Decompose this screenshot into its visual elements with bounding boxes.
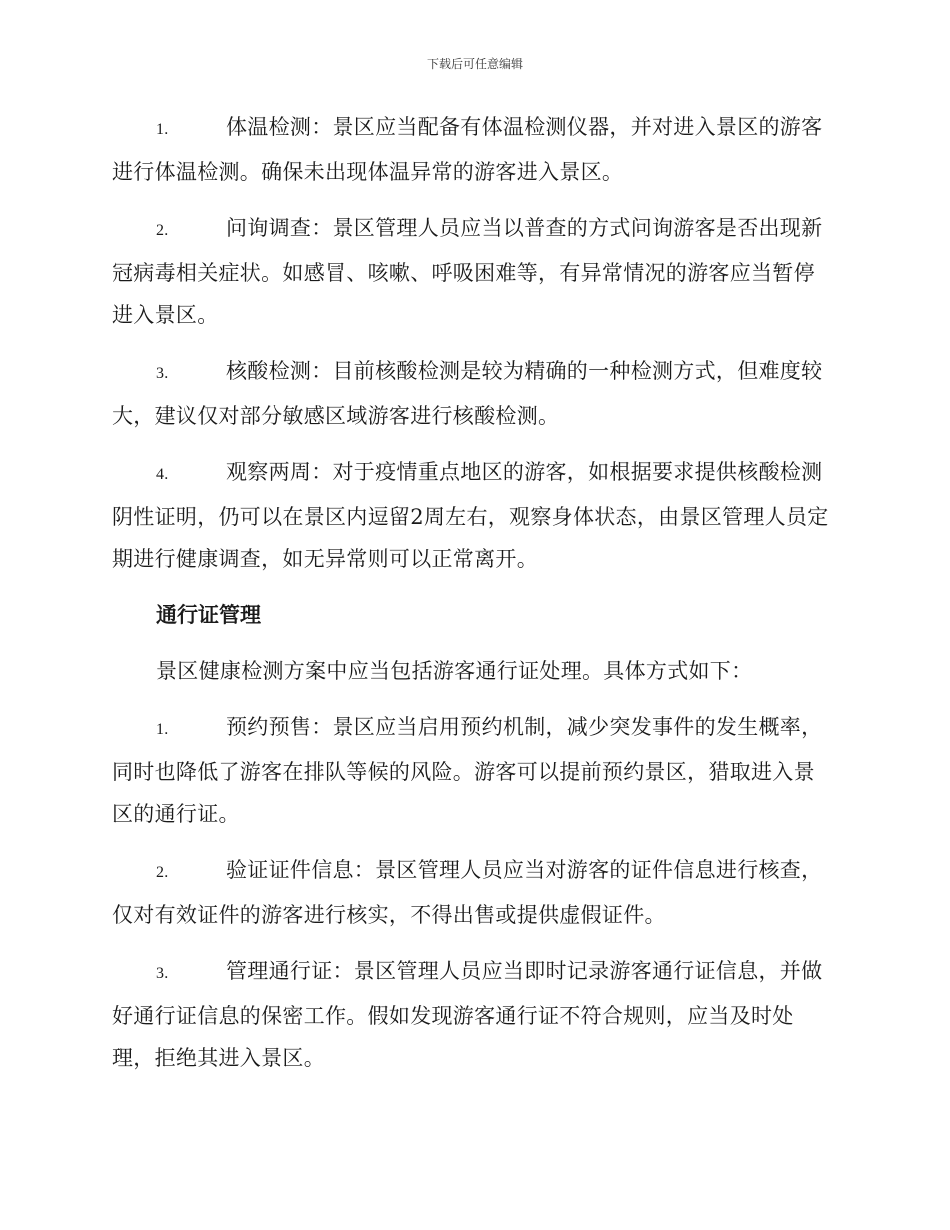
list-item	[112, 451, 832, 580]
list-item-number: 3.	[156, 365, 169, 382]
list-item-number: 1.	[156, 721, 169, 738]
list-item	[112, 350, 832, 437]
list-item-text: 观察两周：对于疫情重点地区的游客，如根据要求提供核酸检测阴性证明，仍可以在景区内逗留2周左右，观察身体状态，由景区管理人员定期进行健康调查，如无异常则可以正常离开。	[112, 460, 829, 571]
list-item-text: 体温检测：景区应当配备有体温检测仪器，并对进入景区的游客进行体温检测。确保未出现体温异常的游客进入景区。	[112, 115, 823, 184]
list-item	[112, 950, 832, 1079]
list-item-text: 问询调查：景区管理人员应当以普查的方式问询游客是否出现新冠病毒相关症状。如感冒、咳嗽、呼吸困难等，有异常情况的游客应当暂停进入景区。	[112, 216, 823, 327]
list-item	[112, 106, 832, 193]
list-item-text: 核酸检测：目前核酸检测是较为精确的一种检测方式，但难度较大，建议仅对部分敏感区域游客进行核酸检测。	[112, 359, 823, 428]
list-item	[112, 706, 832, 835]
document-body	[112, 106, 832, 1093]
list-item-number: 2.	[156, 864, 169, 881]
header-note: 下载后可任意编辑	[426, 57, 523, 71]
list-item-number: 4.	[156, 466, 169, 483]
list-item-number: 1.	[156, 121, 169, 138]
list-item-text: 预约预售：景区应当启用预约机制，减少突发事件的发生概率，同时也降低了游客在排队等候的风险。游客可以提前预约景区，猎取进入景区的通行证。	[112, 715, 823, 826]
list-item-text: 管理通行证：景区管理人员应当即时记录游客通行证信息，并做好通行证信息的保密工作。假如发现游客通行证不符合规则，应当及时处理，拒绝其进入景区。	[112, 959, 823, 1070]
list-item	[112, 207, 832, 336]
section-heading: 通行证管理	[156, 603, 261, 627]
section-intro: 景区健康检测方案中应当包括游客通行证处理。具体方式如下：	[156, 659, 753, 683]
list-item	[112, 849, 832, 936]
list-item-number: 3.	[156, 965, 169, 982]
list-item-number: 2.	[156, 222, 169, 239]
list-item-text: 验证证件信息：景区管理人员应当对游客的证件信息进行核查，仅对有效证件的游客进行核实，不得出售或提供虚假证件。	[112, 858, 823, 927]
